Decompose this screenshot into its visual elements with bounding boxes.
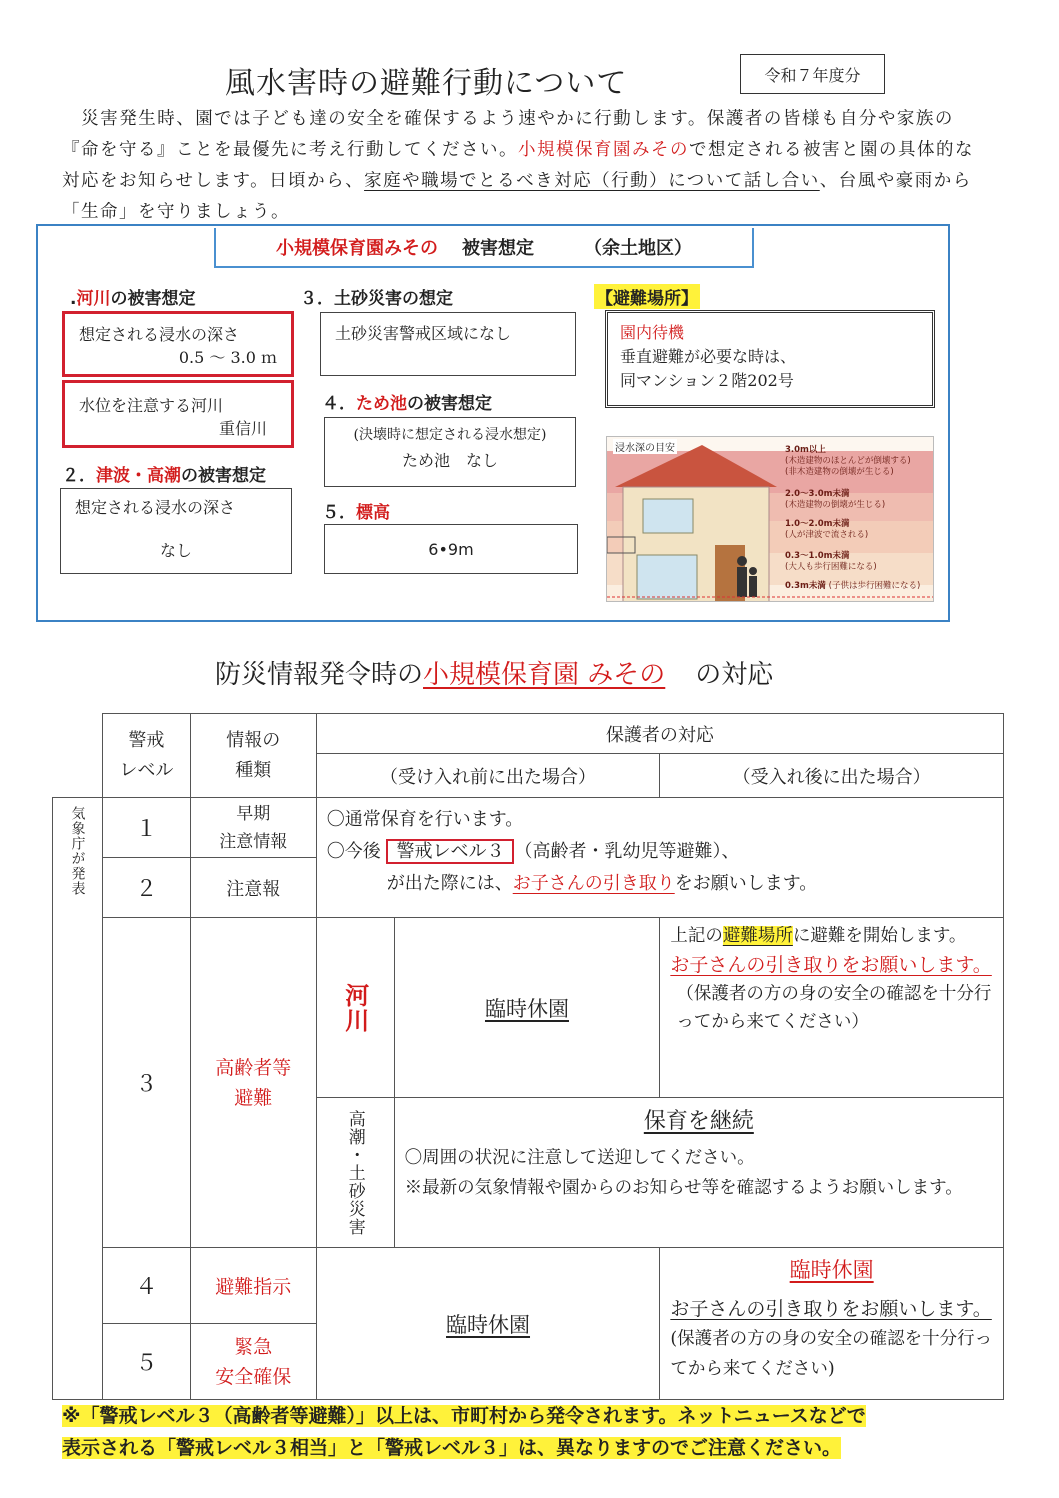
river-label-cell	[316, 918, 394, 1098]
page-title: 風水害時の避難行動について	[225, 66, 628, 101]
footnote-line-1: ※「警戒レベル３（高齢者等避難）」以上は、市町村から発令されます。ネットニュースなどで	[62, 1405, 866, 1427]
jma-side-label: 気象庁が発表	[69, 806, 86, 896]
tsunami-heading: ２．津波・高潮の被害想定	[62, 466, 266, 486]
flood-level-4: 0.3～1.0m未満 (大人も歩行困難になる)	[785, 551, 877, 572]
intro-paragraph	[62, 104, 997, 228]
intro-line-2: 『命を守る』ことを最優先に考え行動してください。小規模保育園みそので想定される被害と園の具体的な	[62, 140, 974, 160]
adult-figure-head	[737, 556, 747, 566]
header-level: 警戒 レベル	[102, 714, 190, 798]
flood-level-1: 3.0m以上 (木造建物のほとんどが倒壊する) (非木造建物の倒壊が生じる)	[785, 445, 911, 477]
intro-line-4: 「生命」を守りましょう。	[62, 202, 290, 222]
river-pickup-request: お子さんの引き取りをお願いします。	[670, 954, 992, 976]
level-3-number: ３	[102, 918, 190, 1248]
response-section-title: 防災情報発令時の小規模保育園 みその の対応	[215, 660, 774, 690]
after-closure-title: 臨時休園	[789, 1258, 874, 1282]
footnote-line-2: 表示される「警戒レベル３相当」と「警戒レベル３」は、異なりますのでご注意ください。	[62, 1437, 842, 1459]
tsunami-depth-box: 想定される浸水の深さ なし	[60, 488, 292, 574]
tide-landslide-label: 高潮・土砂災害	[344, 1109, 365, 1236]
level-4-5-after-cell: 臨時休園 お子さんの引き取りをお願いします。 (保護者の方の身の安全の確認を十分行ってから来てください)	[660, 1248, 1004, 1400]
tide-label-cell	[316, 1098, 394, 1248]
header-after-acceptance: （受入れ後に出た場合）	[660, 754, 1004, 798]
child-figure-body	[749, 576, 757, 597]
level-2-number: ２	[102, 858, 190, 918]
river-closure-cell: 臨時休園	[394, 918, 660, 1098]
shelter-highlight: 避難場所	[722, 926, 793, 946]
river-name-box: 水位を注意する河川 重信川	[62, 380, 294, 448]
damage-title: 小規模保育園みその 被害想定 （余土地区）	[214, 228, 754, 268]
school-name-highlight: 小規模保育園みその	[518, 140, 689, 160]
intro-line-1: 災害発生時、園では子ども達の安全を確保するよう速やかに行動します。保護者の皆様も自分や家族の	[81, 109, 954, 129]
continue-care-label: 保育を継続	[643, 1109, 754, 1134]
level-4-number: ４	[102, 1248, 190, 1324]
flood-level-5: 0.3m未満 (子供は歩行困難になる)	[785, 581, 921, 591]
level-2-info: 注意報	[190, 858, 316, 918]
table-row-level-1	[53, 798, 1004, 858]
flood-depth-illustration	[606, 436, 934, 602]
intro-line-3: 対応をお知らせします。日頃から、家庭や職場でとるべき対応（行動）について話し合い、台風や豪雨から	[62, 171, 972, 191]
header-before-acceptance: （受け入れ前に出た場合）	[316, 754, 660, 798]
tide-response-cell: 保育を継続 〇周囲の状況に注意して送迎してください。 ※最新の気象情報や園からのお知らせ等を確認するようお願いします。	[394, 1098, 1003, 1248]
level-1-2-response: 〇通常保育を行います。 〇今後 警戒レベル３ （高齢者・乳幼児等避難）、 が出た際には、お子さんの引き取りをお願いします。	[316, 798, 1003, 918]
level-1-info: 早期 注意情報	[190, 798, 316, 858]
house-window-upper	[643, 499, 693, 533]
flood-level-2: 2.0～3.0m未満 (木造建物の倒壊が生じる)	[785, 489, 886, 510]
level-3-reference-box: 警戒レベル３	[386, 839, 514, 864]
flood-chart-title: 浸水深の目安	[613, 439, 677, 454]
adult-figure-body	[737, 567, 747, 597]
level-5-info: 緊急 安全確保	[190, 1324, 316, 1400]
pickup-request-text: お子さんの引き取り	[512, 873, 675, 894]
landslide-box: 土砂災害警戒区域になし	[320, 312, 576, 376]
level-4-5-before-cell: 臨時休園	[316, 1248, 660, 1400]
discussion-emphasis: 家庭や職場でとるべき対応（行動）について話し合い	[364, 171, 820, 191]
table-row-level-4	[53, 1248, 1004, 1324]
flood-level-3: 1.0～2.0m未満 (人が津波で流される)	[785, 519, 869, 540]
river-depth-box: 想定される浸水の深さ 0.5 ～ 3.0 ｍ	[62, 311, 294, 377]
child-figure-head	[749, 567, 757, 575]
level-3-info: 高齢者等 避難	[190, 918, 316, 1248]
header-info-type: 情報の 種類	[190, 714, 316, 798]
level-1-number: １	[102, 798, 190, 858]
landslide-heading: ３．土砂災害の想定	[300, 289, 453, 309]
level-4-info: 避難指示	[190, 1248, 316, 1324]
footnote	[62, 1400, 997, 1464]
elevation-box: 6•9m	[324, 524, 578, 574]
level-5-number: ５	[102, 1324, 190, 1400]
shelter-box: 園内待機 垂直避難が必要な時は、 同マンション２階202号	[605, 310, 935, 408]
river-heading: .河川の被害想定	[70, 289, 196, 309]
table-row-level-3-river	[53, 918, 1004, 1098]
warning-level-table	[52, 713, 1004, 1400]
table-header-row-1	[53, 714, 1004, 754]
pond-box: (決壊時に想定される浸水想定) ため池 なし	[324, 417, 576, 487]
pond-heading: ４．ため池の被害想定	[322, 394, 492, 414]
house-window-lower	[637, 555, 697, 599]
flood-levels-legend	[785, 445, 920, 592]
header-guardian-response: 保護者の対応	[316, 714, 1003, 754]
year-badge: 令和７年度分	[740, 54, 885, 94]
shelter-heading: 【避難場所】	[594, 284, 700, 309]
river-response-cell: 上記の避難場所に避難を開始します。 お子さんの引き取りをお願いします。 （保護者の方の身の安全の確認を十分行ってから来てください）	[660, 918, 1004, 1098]
elevation-heading: ５．標高	[322, 503, 390, 523]
jma-side-label-cell	[53, 798, 103, 1400]
river-label: 河川	[340, 982, 369, 1033]
